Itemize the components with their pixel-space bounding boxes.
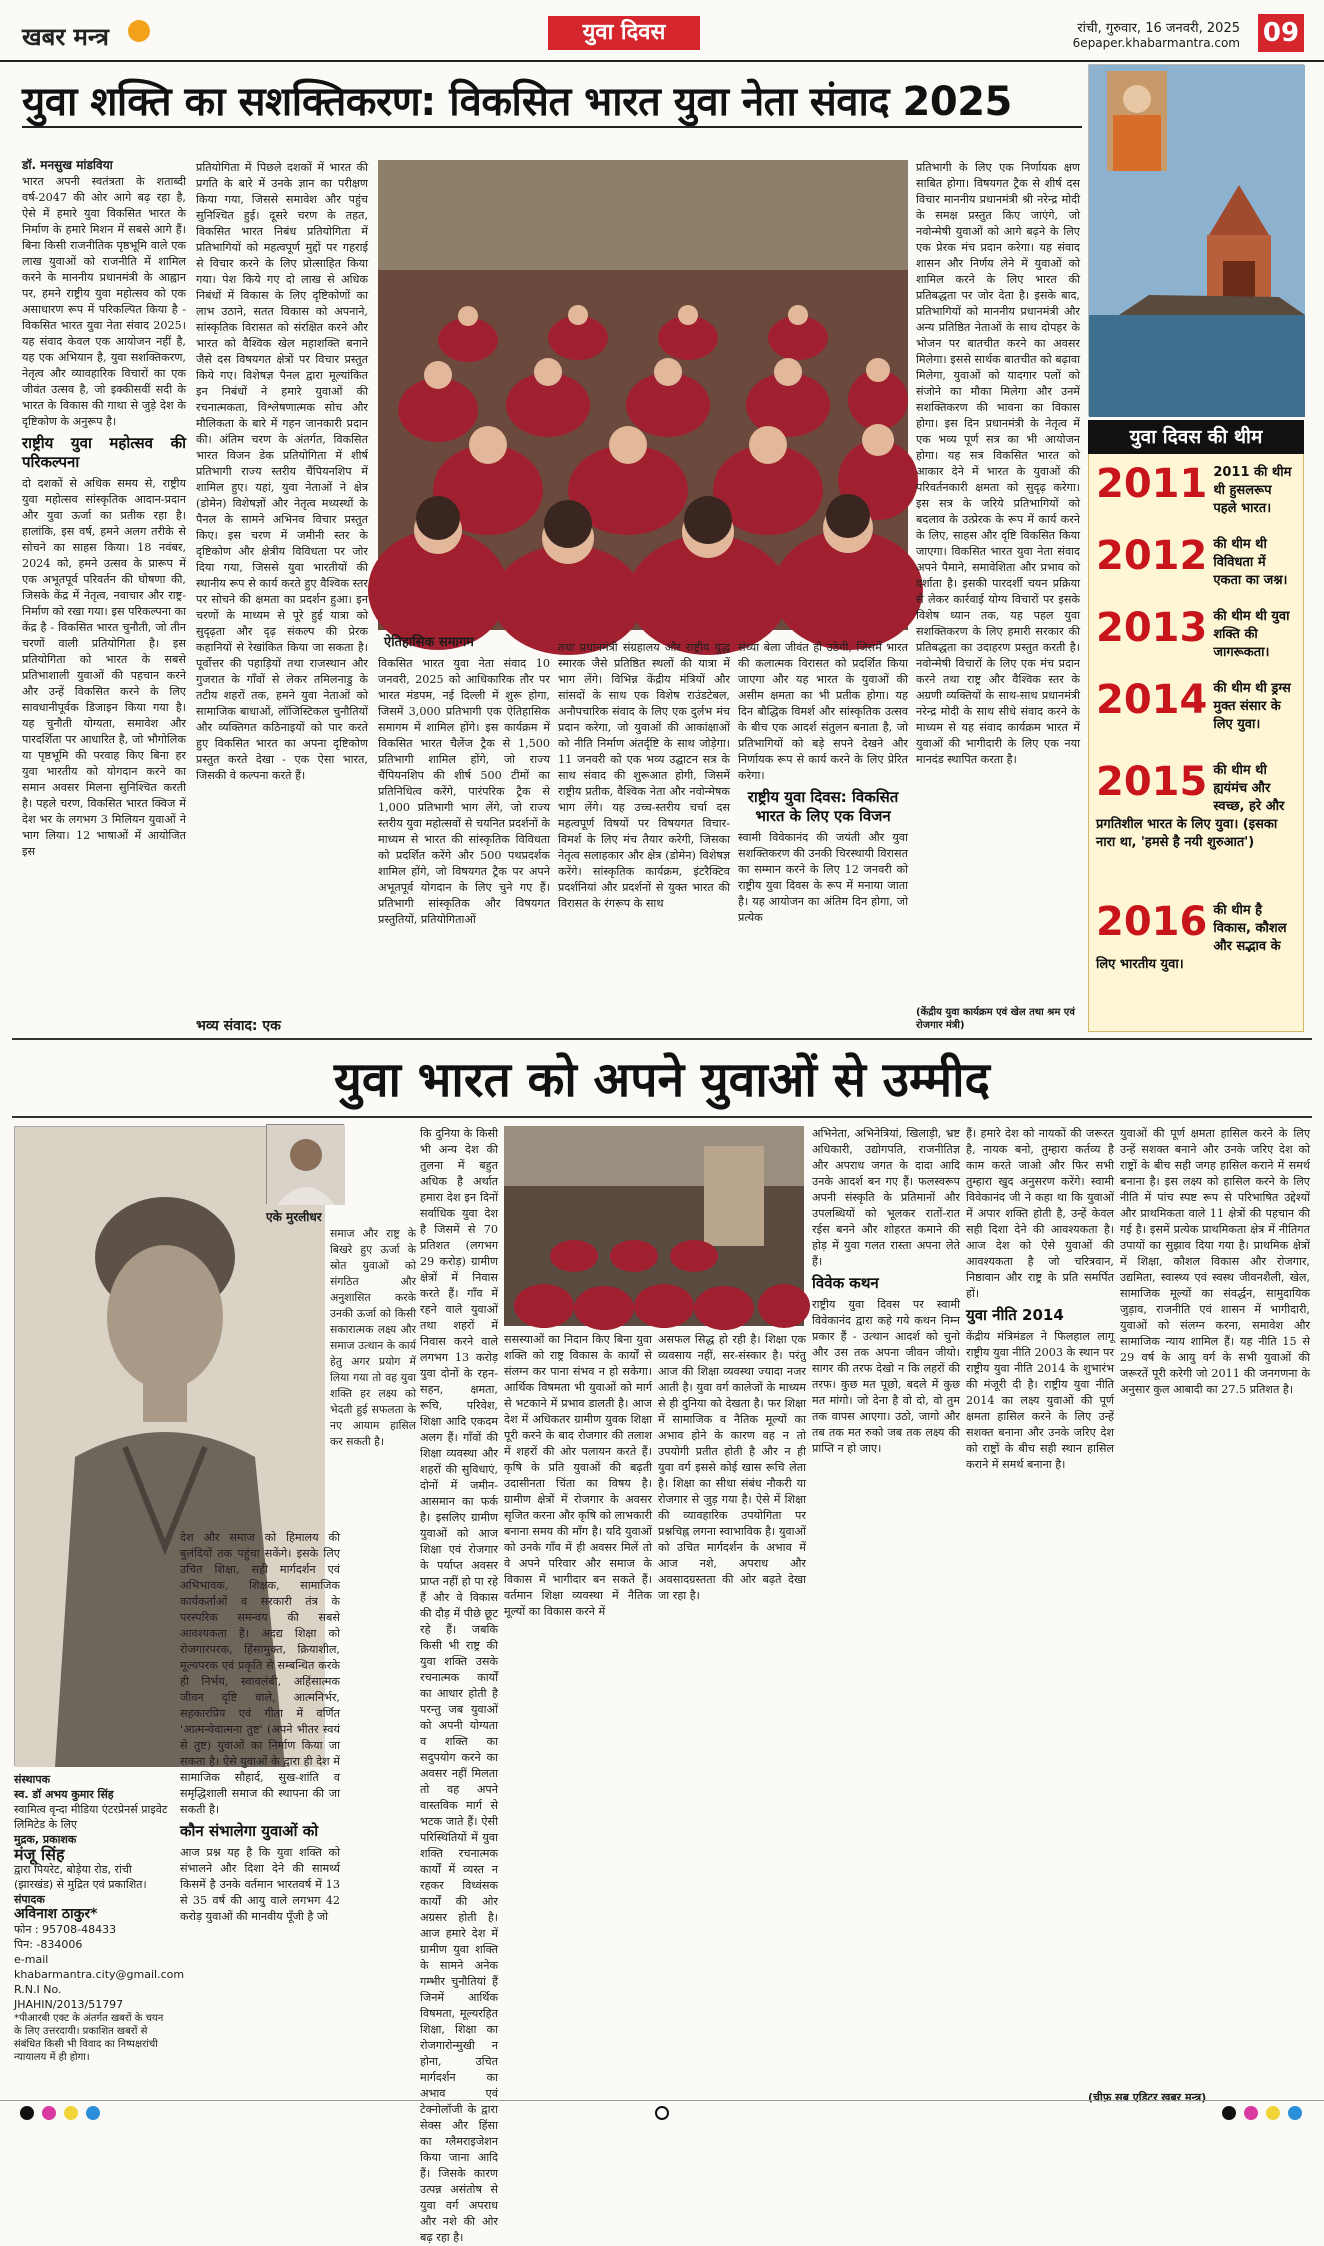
theme-sidebar-title: युवा दिवस की थीम <box>1088 420 1304 454</box>
story2-col5-subhead: विवेक कथन <box>812 1274 879 1292</box>
story2-intro-text: समाज और राष्ट्र के बिखरे हुए ऊर्जा के स्रोत युवाओं को संगठित और अनुशासित करके उनकी ऊर्जा को किसी सकारात्मक लक्ष्य और समाज उत्थान के कार्य हेतु अगर प्रयोग में लिया गया तो वह युवा शक्ति हर लक्ष्य को भेदती हुई सफलता के नए आयाम हासिल कर सकती है। <box>330 1227 416 1448</box>
event-audience-photo <box>378 160 908 630</box>
newspaper-logo: खबर मन्त्र <box>22 23 109 51</box>
registration-dot <box>86 2106 100 2120</box>
imprint-editor: अविनाश ठाकुर* <box>14 1906 98 1922</box>
seminar-illustration <box>504 1126 804 1326</box>
story2-col3-text: ससस्याओं का निदान किए बिना युवा शक्ति को राष्ट्र विकास के कार्यों से संलग्न कर पाना संभव न हो सकेगा। आर्थिक विषमता भी युवाओं को मार्ग से भटकाने में प्रभाव डालती है। आज देश में अधिकतर ग्रामीण युवक शिक्षा पूरी करने के बाद रोजगार की तलाश में शहरों की ओर पलायन करते हैं। कृषि के प्रति युवाओं की बढ़ती उदासीनता चिंता का विषय है। ग्रामीण क्षेत्रों में रोजगार के अवसर सृजित करना और कृषि को लाभकारी बनाना समय की माँग है। यदि युवाओं को उनके गाँव में ही अवसर मिलें तो वे अपने परिवार और समाज के विकास में भागीदार बन सकते हैं। वर्तमान शिक्षा व्यवस्था में नैतिक मूल्यों का विकास करने में <box>504 1333 652 1618</box>
registration-dot <box>64 2106 78 2120</box>
story1-col2-text: प्रतियोगिता में पिछले दशकों में भारत की प्रगति के बारे में उनके ज्ञान का परीक्षण किया गया, जिससे समावेश और पहुंच सुनिश्चित हुई। दूसरे चरण के तहत, विकसित भारत निबंध प्रतियोगिता में प्रतिभागियों को महत्वपूर्ण मुद्दों पर गहराई से विचार करने के लिए प्रोत्साहित किया गया। पेश किये गए दो लाख से अधिक निबंधों में विकास के लिए दृष्टिकोणों का लाभ उठाने, सतत विकास को अपनाने, सांस्कृतिक विरासत को संरक्षित करने और भारत को वैश्विक खेल महाशक्ति बनाने जैसे दस विषयगत क्षेत्रों पर विचार प्रस्तुत किये गए। विशेषज्ञ पैनल द्वारा मूल्यांकित इन निबंधों ने हमारे युवाओं की रचनात्मकता, विश्लेषणात्मक सोच और मौलिकता के बारे में गहन जानकारी प्रदान की। अंतिम चरण के अंतर्गत, विकसित भारत विजन डेक प्रतियोगिता में शीर्ष प्रतिभागी राज्य स्तरीय चैंपियनशिप में शामिल हुए। यहां, युवा नेताओं ने क्षेत्र (डोमेन) विशेषज्ञों और नेतृत्व मध्यस्थों के पैनल के सामने अभिनव विचार प्रस्तुत किए। इस चरण में जमीनी स्तर के दृष्टिकोण और क्षेत्रीय विविधता पर जोर दिया गया, जिससे युवा भारतीयों की स्थानीय रूप से कार्य करते हुए वैश्विक स्तर पर सोचने की क्षमता का प्रदर्शन हुआ। इन चरणों के माध्यम से पूरे हुई यात्रा को सुदृढ़ता और दृढ़ संकल्प की प्रेरक कहानियों से रेखांकित किया जा सकता है। पूर्वोत्तर की पहाड़ियों तथा राजस्थान और गुजरात के गाँवों से लेकर तमिलनाडु के तटीय शहरों तक, हमने युवा नेताओं को सामाजिक बाधाओं, लॉजिस्टिकल चुनौतियों और व्यक्तिगत कठिनाइयों को पार करते हुए विकसित भारत का अपना दृष्टिकोण प्रस्तुत करते देखा - एक ऐसा भारत, जिसकी वे कल्पना करते हैं। <box>196 161 368 782</box>
registration-dot <box>1266 2106 1280 2120</box>
photo-caption: ऐतिहासिक समागम <box>384 635 474 650</box>
memorial-illustration <box>1089 65 1305 417</box>
story2-column-4 <box>658 1332 806 2090</box>
story2-col6-p2: केंद्रीय मंत्रिमंडल ने फिलहाल लागू राष्ट्रीय युवा नीति 2003 के स्थान पर राष्ट्रीय युवा नीति 2014 के शुभारंभ की मंजूरी दी है। राष्ट्रीय युवा नीति 2014 का लक्ष्य युवाओं की पूर्ण क्षमता हासिल करने के लिए उन्हें सशक्त बनाना और उनके जरिए देश को राष्ट्रों के बीच सही स्थान हासिल कराने में समर्थ बनाना है। <box>966 1330 1114 1471</box>
story2-col6-text: हैं। हमारे देश को नायकों की जरूरत है, नायक बनो, तुम्हारा कर्तव्य है काम करते जाओ और फिर सभी तुम्हारा खुद अनुसरण करेंगे। स्वामी विवेकानंद जी ने कहा था कि युवाओं में अपार शक्ति होती है, उन्हें केवल सही दिशा देने की आवश्यकता है। आज देश को ऐसे युवाओं की आवश्यकता है जो चरित्रवान, निष्ठावान और राष्ट्र के प्रति समर्पित हों। <box>966 1127 1114 1300</box>
story2-headline: युवा भारत को अपने युवाओं से उम्मीद <box>333 1052 990 1108</box>
section-divider <box>12 1116 1312 1118</box>
story2-column-6 <box>966 1126 1114 2090</box>
theme-item <box>1096 461 1296 518</box>
registration-dot <box>1288 2106 1302 2120</box>
theme-text: 2011 की थीम थी हुसलरूप पहले भारत। <box>1213 465 1292 516</box>
imprint-rni-label: R.N.I No. <box>14 1983 62 1996</box>
story1-col3-text: विकसित भारत युवा नेता संवाद 10 जनवरी, 2025 को आधिकारिक तौर पर भारत मंडपम, नई दिल्ली में शुरू होगा, जिसमें 3,000 प्रतिभागी एक ऐतिहासिक समागम में शामिल होंगे। इस कार्यक्रम में विकसित भारत चैलेंज ट्रैक से 1,500 प्रतिभागी शामिल होंगे, जो राज्य चैंपियनशिप की शीर्ष 500 टीमों का प्रतिनिधित्व करेंगे, पारंपरिक ट्रैक से 1,000 प्रतिभागी भाग लेंगे, जो राज्य स्तरीय युवा महोत्सवों से चयनित प्रदर्शनों के माध्यम से भारत की सांस्कृतिक विविधता को प्रदर्शित करेंगे और 500 पथप्रदर्शक शामिल होंगे, जो विषयगत ट्रैक पर अपने अभूतपूर्व योगदान के लिए चुने गए हैं। प्रतिभागी सांस्कृतिक और विषयगत प्रस्तुतियों, प्रतियोगिताओं <box>378 657 550 926</box>
story2-column-2 <box>350 1126 498 2244</box>
story2-col2-text: कि दुनिया के किसी भी अन्य देश की तुलना में बहुत अधिक है अर्थात हमारा देश इन दिनों सर्वाधिक युवा देश है जिसमें से 70 प्रतिशत (लगभग 29 करोड़) ग्रामीण क्षेत्रों में निवास करते हैं। गाँव में रहने वाले युवाओं तथा शहरों में निवास करने वाले लगभग 13 करोड़ युवा दोनों के रहन-सहन, क्षमता, रूचि, परिवेश, शिक्षा आदि एकदम अलग हैं। गाँवों की शिक्षा व्यवस्था और शहरों की सुविधाएं, दोनों में जमीन-आसमान का फर्क है। इसलिए ग्रामीण युवाओं को आज शिक्षा एवं रोजगार के पर्याप्त अवसर प्राप्त नहीं हो पा रहे हैं और वे विकास की दौड़ में पीछे छूट रहे हैं। जबकि किसी भी राष्ट्र की युवा शक्ति उसके रचनात्मक कार्यों का आधार होती है परन्तु जब युवाओं को अपनी योग्यता व शक्ति का सदुपयोग करने का अवसर नहीं मिलता तो वह अपने वास्तविक मार्ग से भटक जाते हैं। ऐसी परिस्थितियों में युवा शक्ति रचनात्मक कार्यों में व्यस्त न रहकर विध्वंसक कार्यों की ओर अग्रसर होती है। आज हमारे देश में ग्रामीण युवा शक्ति के सामने अनेक गम्भीर चुनौतियां हैं जिनमें आर्थिक विषमता, मूल्यरहित शिक्षा, शिक्षा का रोजगारोन्मुखी न होना, उचित मार्गदर्शन का अभाव एवं टेक्नोलॉजी के द्वारा सेक्स और हिंसा का ग्लैमराइजेशन किया जाना आदि हैं। जिसके कारण उत्पन्न असंतोष से युवा वर्ग अपराध और नशे की ओर बढ़ रहा है। <box>420 1127 498 2244</box>
story2-column-3 <box>504 1332 652 2090</box>
story1-col1-subhead: राष्ट्रीय युवा महोत्सव की परिकल्पना <box>22 434 186 471</box>
imprint-box <box>14 1772 185 2064</box>
imprint-note: *पीआरबी एक्ट के अंतर्गत खबरों के चयन के लिए उत्तरदायी। प्रकाशित खबरों से संबंधित किसी भी विवाद का निष्पक्षरांची न्यायालय में ही होगा। <box>14 2013 164 2063</box>
theme-item <box>1096 899 1296 974</box>
story1-col1-p2: दो दशकों से अधिक समय से, राष्ट्रीय युवा महोत्सव सांस्कृतिक आदान-प्रदान और युवा ऊर्जा का प्रतीक रहा है। हालांकि, इस वर्ष, हमने अलग तरीके से सोचने का साहस किया। 18 नवंबर, 2024 को, हमने उत्सव के प्रारूप में एक अभूतपूर्व परिवर्तन की घोषणा की, जिसके केंद्र में नेतृत्व, नवाचार और राष्ट्र-निर्माण को रखा गया। इस परिकल्पना का केंद्र है - विकसित भारत चुनौती, जो तीन चरणों वाली प्रतियोगिता है। इस प्रतियोगिता को भारत के सबसे प्रतिभाशाली युवाओं की पहचान करने और उन्हें विकसित करने के लिए सावधानीपूर्वक डिजाइन किया गया है। यह चुनौती योग्यता, समावेश और पारदर्शिता पर आधारित है, जो भौगोलिक या पृष्ठभूमि की परवाह किए बिना हर युवा भारतीय को योगदान करने का समान अवसर मिलना सुनिश्चित करती है। पहले चरण, विकसित भारत क्विज में देश भर के लगभग 3 मिलियन युवाओं ने भाग लिया। 12 भाषाओं में आयोजित इस <box>22 477 186 858</box>
theme-item <box>1096 533 1296 590</box>
imprint-pin: पिन: -834006 <box>14 1938 83 1951</box>
imprint-rni: JHAHIN/2013/51797 <box>14 1998 124 2011</box>
imprint-email-label: e-mail <box>14 1953 49 1966</box>
memorial-photo <box>1088 64 1304 416</box>
imprint-editor-label: संपादक <box>14 1893 45 1906</box>
imprint-email[interactable]: khabarmantra.city@gmail.com <box>14 1968 185 1981</box>
story2-column-7 <box>1120 1126 1310 2086</box>
story1-column-4 <box>558 640 730 1030</box>
story1-headline: युवा शक्ति का सशक्तिकरण: विकसित भारत युवा नेता संवाद 2025 <box>22 79 1012 125</box>
story2-col7-text: युवाओं की पूर्ण क्षमता हासिल करने के लिए उन्हें सशक्त बनाने और उनके जरिए देश को राष्ट्रों के बीच सही जगह हासिल कराने में समर्थ बनाना है। इस लक्ष्य को हासिल करने के लिए नीति में पांच स्पष्ट रूप से परिभाषित उद्देश्यों और प्राथमिकता वाले 11 क्षेत्रों की पहचान की गई है। इसमें प्रत्येक प्राथमिकता क्षेत्र में नीतिगत उपायों का सुझाव दिया गया है। प्राथमिक क्षेत्रों में शिक्षा, कौशल विकास और रोजगार, उद्यमिता, स्वास्थ्य एवं स्वस्थ जीवनशैली, खेल, सामाजिक मूल्यों का संवर्द्धन, सामुदायिक जुड़ाव, राजनीति एवं शासन में भागीदारी, युवाओं को संलग्न करना, समावेश और सामाजिक न्याय शामिल हैं। यह नीति 15 से 29 वर्ष के आयु वर्ग के सभी युवाओं की जरूरतें पूरी करेगी जो 2011 की जनगणना के अनुसार कुल आबादी का 27.5 प्रतिशत है। <box>1120 1127 1310 1396</box>
story2-col4-text: असफल सिद्ध हो रही है। शिक्षा एक व्यवसाय नहीं, सर-संस्कार है। परंतु आज की शिक्षा व्यवस्था ज्यादा नजर आती है। युवा वर्ग कालेजों के माध्यम से ही दुनिया को देखता है। फर शिक्षा में सामाजिक व नैतिक मूल्यों का अभाव होने के कारण वह न तो उपयोगी प्रतीत होती है और न ही युवा वर्ग इससे कोई खास रूचि लेता है। शिक्षा का सीधा संबंध नौकरी या रोजगार से जुड़ गया है। ऐसे में शिक्षा की व्यावहारिक उपयोगिता पर प्रश्नचिह्न लगना स्वाभाविक है। युवाओं को उचित मार्गदर्शन के अभाव में आज नशे, अपराध और अवसादग्रस्तता की ओर बढ़ते देखा जा रहा है। <box>658 1333 806 1602</box>
registration-dot <box>1222 2106 1236 2120</box>
registration-dot <box>42 2106 56 2120</box>
registration-dot <box>1244 2106 1258 2120</box>
theme-year: 2014 <box>1096 677 1208 723</box>
story1-column-1 <box>22 174 186 1034</box>
story1-col2-subhead: भव्य संवाद: एक <box>196 1018 281 1034</box>
theme-text: की थीम है विकास, कौशल और सद्भाव के लिए भारतीय युवा। <box>1096 903 1287 972</box>
imprint-press: द्वारा पियरेट, बोड़ेया रोड, रांची (झारखंड) से मुद्रित एवं प्रकाशित। <box>14 1863 147 1891</box>
theme-year: 2012 <box>1096 533 1208 579</box>
story2-column-5 <box>812 1126 960 2090</box>
story1-col4-text: तथा प्रधानमंत्री संग्रहालय और राष्ट्रीय युद्ध स्मारक जैसे प्रतिष्ठित स्थलों की यात्रा में भाग लेंगे। विभिन्न केंद्रीय मंत्रियों और सांसदों के साथ एक विशेष राउंडटेबल, अनौपचारिक संवाद के लिए एक दुर्लभ मंच प्रदान करेगा, जो युवाओं की आकांक्षाओं को नीति निर्माण अंतर्दृष्टि के साथ जोड़ेगा। 11 जनवरी को एक भव्य उद्घाटन सत्र के साथ संवाद की शुरूआत होगी, जिसमें राष्ट्रीय प्रतीक, वैश्विक नेता और नवोन्मेषक भाग लेंगे। यह उच्च-स्तरीय चर्चा दस महत्वपूर्ण विषयों पर विषयगत विचार-विमर्श के लिए मंच तैयार करेगी, जिसका नेतृत्व सलाहकार और क्षेत्र (डोमेन) विशेषज्ञ करेंगे। सांस्कृतिक कार्यक्रम, इंटरैक्टिव प्रदर्शनियां और प्रदर्शनों से युक्त भारत की विरासत के रंगरूप के साथ <box>558 641 730 910</box>
story2-col5-text: अभिनेता, अभिनेत्रियां, खिलाड़ी, भ्रष्ट अधिकारी, उद्योगपति, राजनीतिज्ञ और अपराध जगत के दादा आदि उनके आदर्श बन गए हैं। फलस्वरूप अपनी संस्कृति के प्रतिमानों और उपलब्धियों को भूलकर रातों-रात रईस बनने और शोहरत कमाने की होड़ में युवा गलत रास्ता अपना लेते हैं। <box>812 1127 960 1268</box>
logo-emblem-icon <box>128 20 150 42</box>
section-divider <box>12 1038 1312 1040</box>
theme-item <box>1096 759 1296 852</box>
seminar-photo <box>504 1126 804 1326</box>
story2-credit: (चीफ़ सब एडिटर खबर मन्त्र) <box>1088 2091 1207 2104</box>
story1-column-5 <box>738 640 908 1030</box>
story1-column-2 <box>196 160 368 1030</box>
story2-col1-p2: आज प्रश्न यह है कि युवा शक्ति को संभालने और दिशा देने की सामर्थ्य किसमें है उनके वर्तमान भारतवर्ष में 13 से 35 वर्ष की आयु वाले लगभग 42 करोड़ युवाओं की मानवीय पूँजी है जो <box>180 1846 340 1923</box>
theme-year: 2011 <box>1096 461 1208 507</box>
story1-col5-subhead: राष्ट्रीय युवा दिवस: विकसित भारत के लिए एक विजन <box>747 788 899 825</box>
audience-illustration <box>378 160 908 630</box>
story2-col5-p2: राष्ट्रीय युवा दिवस पर स्वामी विवेकानंद द्वारा कहे गये कथन निम्न प्रकार हैं - उत्थान आदर्श को चुनो और उस तक अपना जीवन जीयो। सागर की तरफ देखो न कि लहरों की तरफ। कुछ मत पूछो, बदले में कुछ मत मांगो। जो देना है वो दो, वो तुम तक वापस आएगा। उठो, जागो और तब तक मत रुको जब तक लक्ष्य की प्राप्ति न हो जाए। <box>812 1298 960 1455</box>
imprint-org: स्वामित्व वृन्दा मीडिया एंटरप्रेनर्स प्राइवेट लिमिटेड के लिए <box>14 1803 168 1831</box>
theme-year: 2015 <box>1096 759 1208 805</box>
registration-crosshair-icon <box>655 2106 669 2120</box>
headline-rule <box>22 126 1082 128</box>
story1-column-3 <box>378 656 550 1030</box>
story1-col5-p2: स्वामी विवेकानंद की जयंती और युवा सशक्तिकरण की उनकी चिरस्थायी विरासत का सम्मान करने के लिए 12 जनवरी को राष्ट्रीय युवा दिवस के रूप में मनाया जाता है। यह आयोजन का अंतिम दिन होगा, जो प्रत्येक <box>738 831 908 924</box>
page-number: 09 <box>1258 14 1304 52</box>
story2-author: एके मुरलीधर <box>266 1210 322 1224</box>
imprint-founder: स्व. डॉ अभय कुमार सिंह <box>14 1788 114 1801</box>
story1-col5-text: संध्या बेला जीवंत हो उठेगी, जिसमें भारत की कलात्मक विरासत को प्रदर्शित किया जाएगा और यह भारत के युवाओं की असीम क्षमता का भी प्रतीक होगा। यह दिन बौद्धिक विमर्श और सांस्कृतिक उत्सव के बीच एक आदर्श संतुलन बनाता है, जो प्रतिभागियों को बड़े सपने देखने और निर्णायक रूप से कार्य करने के लिए प्रेरित करेगा। <box>738 641 908 782</box>
theme-text: की थीम थी विविधता में एकता का जश्न। <box>1213 537 1288 588</box>
theme-text: की थीम थी ह्ययंमंच और स्वच्छ, हरे और प्रगतिशील भारत के लिए युवा। (इसका नारा था, 'हमसे है नयी शुरुआत') <box>1096 763 1285 850</box>
story1-col1-p1: भारत अपनी स्वतंत्रता के शताब्दी वर्ष-2047 की ओर आगे बढ़ रहा है, ऐसे में हमारे युवा विकसित भारत के निर्माण के हमारे मिशन में सबसे आगे हैं। बिना किसी राजनीतिक पृष्ठभूमि वाले एक लाख युवाओं को राजनीति में शामिल करने के माननीय प्रधानमंत्री के आह्वान पर, हमने राष्ट्रीय युवा महोत्सव को एक असाधारण रूप में परिकल्पित किया है - विकसित भारत युवा नेता संवाद 2025। यह संवाद केवल एक आयोजन नहीं है, यह एक अभियान है, युवा सशक्तिकरण, नेतृत्व और व्यावहारिक विचारों का एक जीवंत उत्सव है, जो इक्कीसवीं सदी के भारत के विकास की गाथा से जुड़े देश के दृष्टिकोण के अनुरूप है। <box>22 175 186 428</box>
story1-col6-text: प्रतिभागी के लिए एक निर्णायक क्षण साबित होगा। विषयगत ट्रैक से शीर्ष दस विचार माननीय प्रधानमंत्री श्री नरेन्द्र मोदी के समक्ष प्रस्तुत किए जाएंगे, जो नवोन्मेषी युवाओं को आगे बढ़ने के लिए एक प्रेरक मंच प्रदान करेगा। यह संवाद शासन और निर्णय लेने में युवाओं को शामिल करने के लिए भारत की प्रतिबद्धता पर जोर देता है। इसके बाद, प्रतिभागियों को माननीय प्रधानमंत्री और अन्य प्रतिष्ठित नेताओं के साथ दोपहर के भोजन पर बातचीत करने का अवसर मिलेगा। इससे सार्थक बातचीत को बढ़ावा मिलेगा, युवाओं को यादगार पलों को संजोने का मौका मिलेगा और उनमें सशक्तिकरण की भावना का विकास होगा। इस दिन प्रधानमंत्री के नेतृत्व में एक भव्य पूर्ण सत्र का भी आयोजन होगा। यह सत्र विकसित भारत को आकार देने में भारत के युवाओं की परिवर्तनकारी क्षमता को सुदृढ़ करेगा। इस सत्र के जरिये प्रतिभागियों को बदलाव के उत्प्रेरक के रूप में कार्य करने के लिए, साहस और दृष्टि विकसित किया जाएगा। विकसित भारत युवा नेता संवाद अपने पैमाने, समावेशिता और प्रभाव को दर्शाता है। इसकी पारदर्शी चयन प्रक्रिया से लेकर कार्रवाई योग्य विचारों पर इसके विशेष ध्यान तक, यह पहल युवा सशक्तिकरण के लिए हमारी सरकार की प्रतिबद्धता का उदाहरण प्रस्तुत करती है। नवोन्मेषी विचारों के लिए एक मंच प्रदान करने तथा राष्ट्र और वैश्विक स्तर के अग्रणी व्यक्तियों के साथ-साथ प्रधानमंत्री नरेन्द्र मोदी के साथ सीधे संवाद करने के माध्यम से यह संवाद कार्यक्रम भारत में युवाओं की भागीदारी के लिए एक नया मानदंड स्थापित करता है। <box>916 161 1080 766</box>
imprint-publisher: मंजू सिंह <box>14 1845 65 1864</box>
author-designation: (केंद्रीय युवा कार्यक्रम एवं खेल तथा श्रम एवं रोजगार मंत्री) <box>916 1007 1075 1031</box>
theme-year: 2013 <box>1096 605 1208 651</box>
section-tag: युवा दिवस <box>548 16 700 50</box>
theme-text: की थीम थी ड्रग्स मुक्त संसार के लिए युवा। <box>1213 681 1291 732</box>
imprint-publisher-label: मुद्रक, प्रकाशक <box>14 1833 77 1846</box>
story2-col1-text: देश और समाज को हिमालय की बुलंदियों तक पहुंचा सकेंगे। इसके लिए उचित शिक्षा, सही मार्गदर्शन एवं अभिभावक, शिक्षक, सामाजिक कार्यकर्ताओं व सरकारी तंत्र के परस्परिक समन्वय की सबसे आवश्यकता है। अदद्य शिक्षा को रोजगारपरक, हिंसामुक्त, क्रियाशील, मूल्यपरक एवं प्रकृति से सम्बन्धित करके ही निर्भय, स्वावलंबी, अहिंसात्मक जीवन दृष्टि वाले, आत्मनिर्भर, सहकारप्रिय एवं गीता में वर्णित 'आत्मन्येवात्मना तुष्ट' (अपने भीतर स्वयं से तुष्ट) युवाओं का निर्माण किया जा सकता है। ऐसे युवाओं के द्वारा ही देश में सामाजिक सौहार्द, सुख-शांति व समृद्धिशाली समाज की स्थापना की जा सकती है। <box>180 1531 340 1816</box>
story1-column-6 <box>916 160 1080 1005</box>
theme-item <box>1096 677 1296 734</box>
imprint-phone: फोन : 95708-48433 <box>14 1923 117 1936</box>
epaper-url[interactable]: 6epaper.khabarmantra.com <box>1072 36 1240 50</box>
story2-column-1 <box>180 1530 340 2090</box>
author-photo <box>266 1124 344 1204</box>
registration-dot <box>20 2106 34 2120</box>
dateline: रांची, गुरुवार, 16 जनवरी, 2025 <box>1077 21 1240 36</box>
story1-byline: डॉ. मनसुख मांडविया <box>22 158 113 172</box>
story2-col1-subhead: कौन संभालेगा युवाओं को <box>180 1822 319 1840</box>
theme-text: की थीम थी युवा शक्ति की जागरूकता। <box>1213 609 1290 660</box>
imprint-founder-label: संस्थापक <box>14 1773 51 1786</box>
story2-col6-subhead: युवा नीति 2014 <box>966 1306 1064 1324</box>
theme-year: 2016 <box>1096 899 1208 945</box>
author-illustration <box>267 1125 345 1205</box>
theme-item <box>1096 605 1296 662</box>
